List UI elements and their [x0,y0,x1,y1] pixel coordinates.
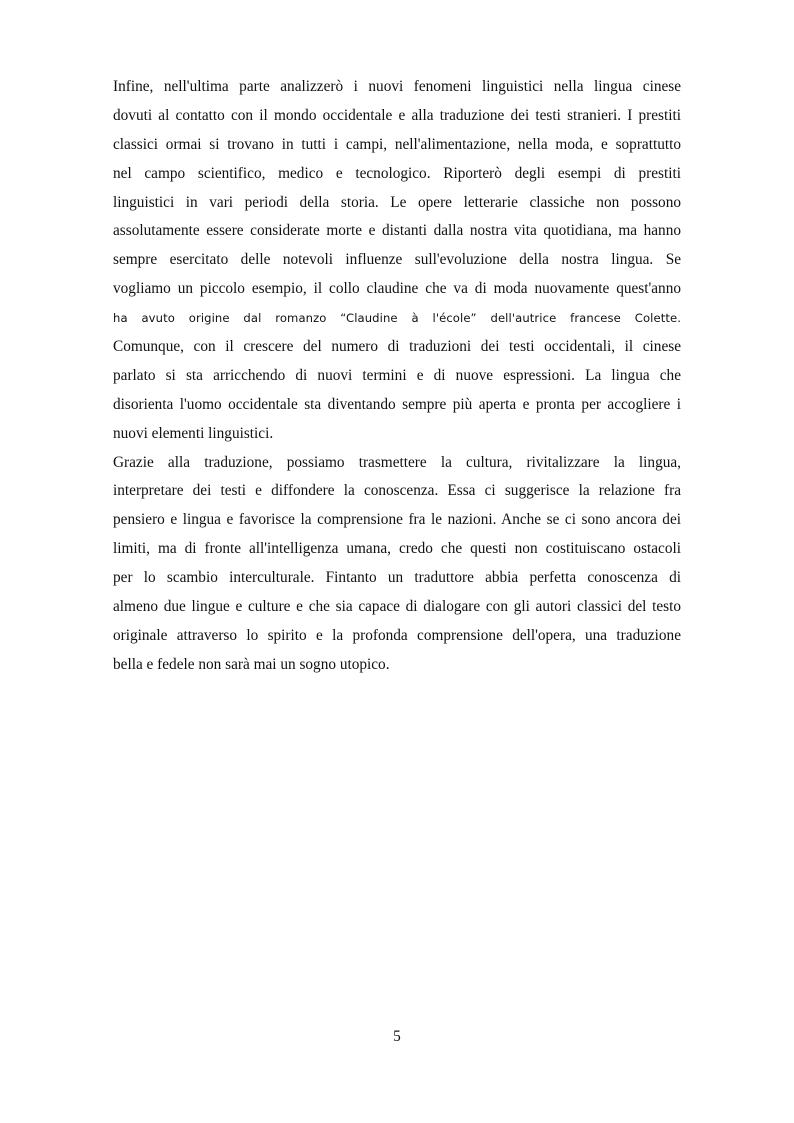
text-line: vogliamo un piccolo esempio, il collo claudine che va di moda nuovamente quest'anno [113,280,681,298]
text-line: per lo scambio interculturale. Fintanto un traduttore abbia perfetta conoscenza di [113,569,681,587]
text-line: assolutamente essere considerate morte e distanti dalla nostra vita quotidiana, ma hanno [113,222,681,240]
text-line: classici ormai si trovano in tutti i campi, nell'alimentazione, nella moda, e soprattutto [113,135,681,153]
text-line: disorienta l'uomo occidentale sta diventando sempre più aperta e pronta per accogliere i [113,395,681,413]
text-line: pensiero e lingua e favorisce la comprensione fra le nazioni. Anche se ci sono ancora dei [113,511,681,529]
text-line: limiti, ma di fronte all'intelligenza umana, credo che questi non costituiscano ostacoli [113,540,681,558]
text-line: sempre esercitato delle notevoli influenze sull'evoluzione della nostra lingua. Se [113,251,681,269]
body-text [113,73,681,680]
text-line: bella e fedele non sarà mai un sogno utopico. [113,655,390,673]
text-line: Infine, nell'ultima parte analizzerò i nuovi fenomeni linguistici nella lingua cinese [113,78,681,95]
text-line: Comunque, con il crescere del numero di traduzioni dei testi occidentali, il cinese [113,338,681,356]
text-line: nel campo scientifico, medico e tecnologico. Riporterò degli esempi di prestiti [113,164,681,182]
text-line: originale attraverso lo spirito e la profonda comprensione dell'opera, una traduzione [113,626,681,644]
text-line: dovuti al contatto con il mondo occidentale e alla traduzione dei testi stranieri. I prestiti [113,106,681,124]
text-line: linguistici in vari periodi della storia. Le opere letterarie classiche non possono [113,193,681,211]
text-line: almeno due lingue e culture e che sia capace di dialogare con gli autori classici del testo [113,598,681,616]
text-line: nuovi elementi linguistici. [113,424,274,442]
text-line: interpretare dei testi e diffondere la conoscenza. Essa ci suggerisce la relazione fra [113,482,681,500]
text-line: Grazie alla traduzione, possiamo trasmettere la cultura, rivitalizzare la lingua, [113,453,681,471]
text-line: ha avuto origine dal romanzo “Claudine à l'école” dell'autrice francese Colette. [113,311,681,326]
page-number: 5 [393,1028,401,1045]
text-line: parlato si sta arricchendo di nuovi termini e di nuove espressioni. La lingua che [113,366,681,384]
